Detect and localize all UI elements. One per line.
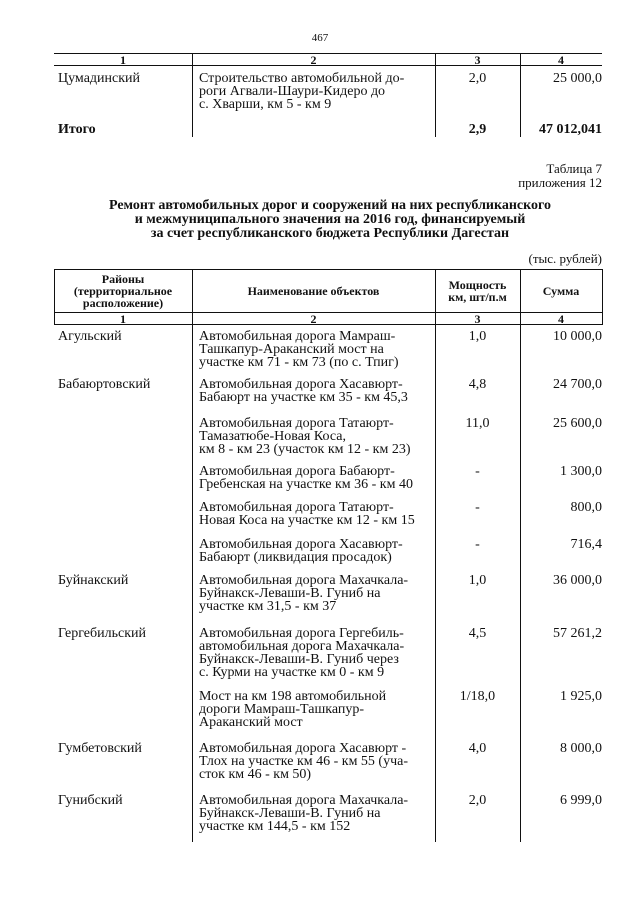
object-name — [199, 690, 433, 729]
object-line: автомобильная дорога Махачкала- — [199, 639, 405, 654]
sum-value: 800,0 — [570, 500, 602, 515]
capacity-value: 2,0 — [468, 71, 487, 86]
header-line: км, шт/п.м — [448, 290, 507, 304]
sum-value: 24 700,0 — [553, 377, 602, 392]
column-divider — [192, 269, 193, 842]
col-number: 2 — [310, 53, 317, 67]
capacity-value: 2,0 — [468, 793, 487, 808]
sum-value: 25 600,0 — [553, 416, 602, 431]
sum-value: 6 999,0 — [560, 793, 602, 808]
col-number: 3 — [474, 53, 481, 67]
header-sum: Сумма — [542, 284, 580, 298]
object-name — [199, 465, 433, 491]
capacity-value: 4,5 — [468, 626, 487, 641]
object-line: Араканский мост — [199, 715, 303, 730]
capacity-value: 1,0 — [468, 329, 487, 344]
sum-value: 1 300,0 — [560, 464, 602, 479]
header-object: Наименование объектов — [247, 284, 380, 298]
table-caption-line: Таблица 7 — [546, 161, 602, 176]
object-line: Гребенская на участке км 36 - км 40 — [199, 477, 413, 492]
capacity-value: 4,0 — [468, 741, 487, 756]
object-line: Автомобильная дорога Махачкала- — [199, 793, 409, 808]
object-line: Ташкапур-Араканский мост на — [199, 342, 384, 357]
object-line: дороги Мамраш-Ташкапур- — [199, 702, 365, 717]
header-line: Районы — [101, 272, 145, 286]
district-name: Гумбетовский — [58, 741, 142, 756]
object-line: с. Хварши, км 5 - км 9 — [199, 97, 332, 112]
object-name — [199, 72, 433, 111]
table-border — [602, 269, 603, 325]
capacity-value: - — [475, 537, 480, 552]
district-name: Бабаюртовский — [58, 377, 151, 392]
object-line: Тлох на участке км 46 - км 55 (уча- — [199, 754, 409, 769]
object-line: Автомобильная дорога Бабаюрт- — [199, 464, 395, 479]
sum-value: 25 000,0 — [553, 71, 602, 86]
col-number: 1 — [120, 53, 126, 67]
title-line: за счет республиканского бюджета Республики Дагестан — [150, 226, 510, 241]
sum-value: 36 000,0 — [553, 573, 602, 588]
object-line: Автомобильная дорога Махачкала- — [199, 573, 409, 588]
col-number: 4 — [558, 53, 564, 67]
header-line: Мощность — [448, 278, 507, 292]
total-capacity: 2,9 — [468, 122, 487, 137]
object-line: Бабаюрт на участке км 35 - км 45,3 — [199, 390, 408, 405]
object-line: Автомобильная дорога Татаюрт- — [199, 416, 394, 431]
units-label: (тыс. рублей) — [528, 251, 602, 266]
object-line: Автомобильная дорога Мамраш- — [199, 329, 396, 344]
capacity-value: 1,0 — [468, 573, 487, 588]
header-line: расположение) — [82, 296, 164, 310]
total-label: Итого — [58, 122, 96, 137]
district-name: Буйнакский — [58, 573, 129, 588]
object-name — [199, 330, 433, 369]
sum-value: 57 261,2 — [553, 626, 602, 641]
object-name — [199, 417, 433, 456]
capacity-value: 4,8 — [468, 377, 487, 392]
object-line: Бабаюрт (ликвидация просадок) — [199, 550, 392, 565]
district-name: Цумадинский — [58, 71, 141, 86]
object-line: Тамазатюбе-Новая Коса, — [199, 429, 346, 444]
table-caption-line: приложения 12 — [518, 175, 602, 190]
object-line: Мост на км 198 автомобильной — [199, 689, 387, 704]
header-district — [54, 273, 192, 309]
object-name — [199, 574, 433, 613]
object-line: участке км 71 - км 73 (по с. Тпиг) — [199, 355, 399, 370]
sum-value: 10 000,0 — [553, 329, 602, 344]
object-line: Новая Коса на участке км 12 - км 15 — [199, 513, 415, 528]
object-line: с. Курми на участке км 0 - км 9 — [199, 665, 385, 680]
column-divider — [435, 269, 436, 842]
col-number: 1 — [120, 312, 126, 326]
sum-value: 8 000,0 — [560, 741, 602, 756]
object-line: участке км 31,5 - км 37 — [199, 599, 337, 614]
table-caption — [518, 162, 602, 190]
document-title — [60, 199, 600, 241]
object-name — [199, 627, 433, 679]
capacity-value: - — [475, 464, 480, 479]
object-line: Автомобильная дорога Хасавюрт- — [199, 377, 403, 392]
object-line: Автомобильная дорога Гергебиль- — [199, 626, 404, 641]
col-number: 3 — [474, 312, 481, 326]
capacity-value: 1/18,0 — [459, 689, 496, 704]
district-name: Гергебильский — [58, 626, 146, 641]
capacity-value: 11,0 — [465, 416, 490, 431]
object-line: участке км 144,5 - км 152 — [199, 819, 351, 834]
object-line: Автомобильная дорога Татаюрт- — [199, 500, 394, 515]
title-line: и межмуниципального значения на 2016 год, финансируемый — [134, 212, 526, 227]
title-line: Ремонт автомобильных дорог и сооружений на них республиканского — [108, 198, 552, 213]
object-line: Буйнакск-Леваши-В. Гуниб через — [199, 652, 399, 667]
object-line: км 8 - км 23 (участок км 12 - км 23) — [199, 442, 411, 457]
object-line: Автомобильная дорога Хасавюрт- — [199, 537, 403, 552]
district-name: Агульский — [58, 329, 122, 344]
header-line: (территориальное — [73, 284, 173, 298]
column-divider — [520, 269, 521, 842]
total-sum: 47 012,041 — [539, 122, 602, 137]
object-name — [199, 538, 433, 564]
col-number: 2 — [310, 312, 317, 326]
sum-value: 716,4 — [570, 537, 602, 552]
object-name — [199, 794, 433, 833]
object-line: сток км 46 - км 50) — [199, 767, 312, 782]
object-line: Строительство автомобильной до- — [199, 71, 405, 86]
object-line: роги Агвали-Шаури-Кидеро до — [199, 84, 386, 99]
header-capacity — [435, 279, 520, 303]
col-number: 4 — [558, 312, 564, 326]
object-name — [199, 378, 433, 404]
object-name — [199, 742, 433, 781]
object-line: Буйнакск-Леваши-В. Гуниб на — [199, 806, 381, 821]
district-name: Гунибский — [58, 793, 123, 808]
object-line: Буйнакск-Леваши-В. Гуниб на — [199, 586, 381, 601]
capacity-value: - — [475, 500, 480, 515]
object-name — [199, 501, 433, 527]
object-line: Автомобильная дорога Хасавюрт - — [199, 741, 407, 756]
page-number: 467 — [311, 32, 329, 44]
sum-value: 1 925,0 — [560, 689, 602, 704]
